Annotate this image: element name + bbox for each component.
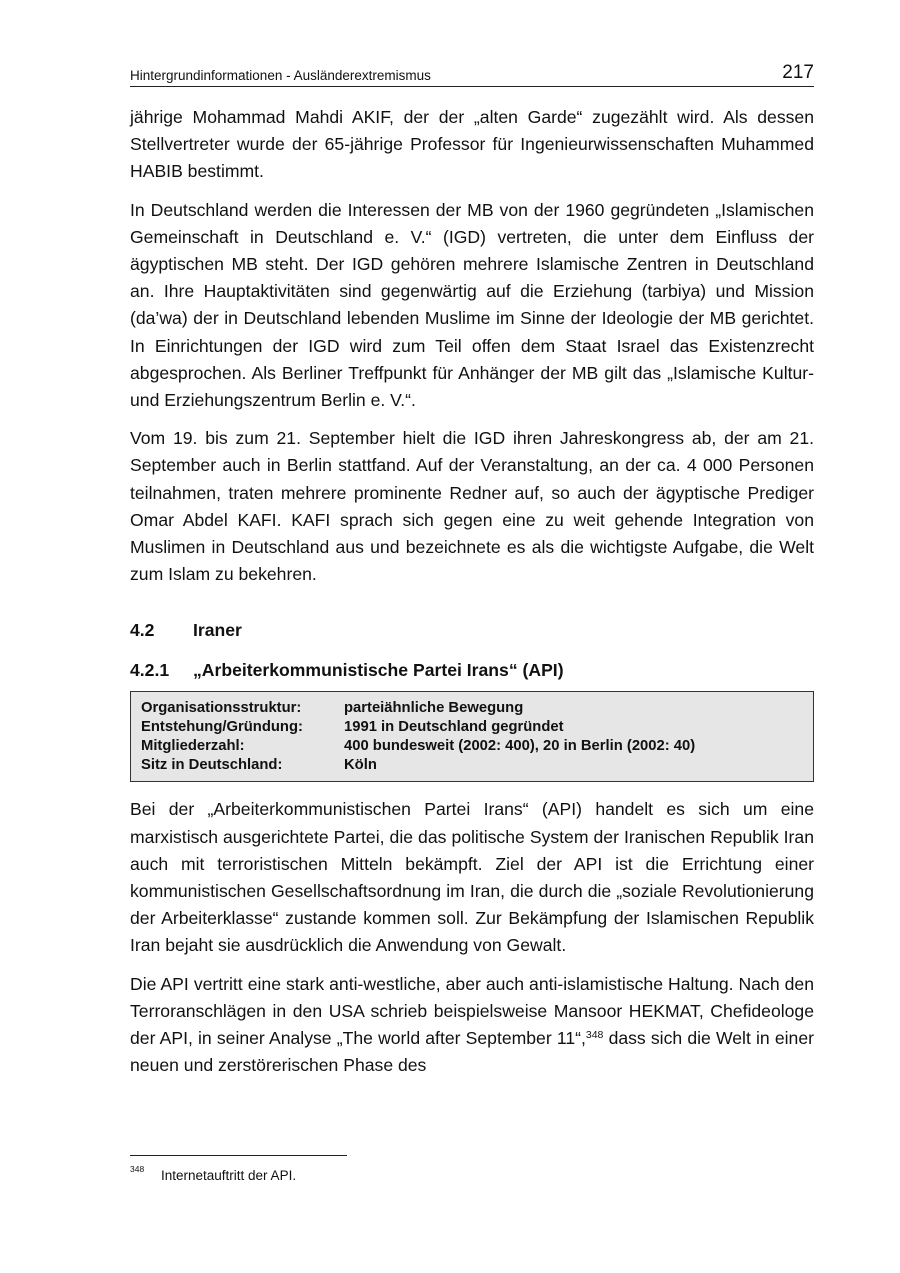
subsection-heading [130, 658, 814, 682]
infobox-value: Köln [344, 757, 377, 774]
paragraph: Bei der „Arbeiterkommunistischen Partei Irans“ (API) handelt es sich um eine marxistisch ausgerichtete Partei, die das politische System der Iranischen Republik Iran auch mit terroristischen Mitteln bekämpft. Ziel der API ist die Errichtung einer kommunistischen Gesellschaftsordnung im Iran, die durch die „soziale Revolutionierung der Arbeiterklasse“ zustande kommen soll. Zur Bekämpfung der Islamischen Republik Iran bejaht sie ausdrücklich die Anwendung von Gewalt. [130, 799, 814, 956]
infobox-value: 1991 in Deutschland gegründet [344, 719, 564, 736]
infobox-key: Sitz in Deutschland: [141, 757, 283, 774]
section-heading [130, 618, 814, 642]
paragraph: In Deutschland werden die Interessen der MB von der 1960 gegründeten „Islamischen Gemeinschaft in Deutschland e. V.“ (IGD) vertreten, die unter dem Einfluss der ägyptischen MB steht. Der IGD gehören mehrere Islamische Zentren in Deutschland an. Ihre Hauptaktivitäten sind gegenwärtig auf die Erziehung (tarbiya) und Mission (da’wa) der in Deutschland lebenden Muslime im Sinne der Ideologie der MB gerichtet. In Einrichtungen der IGD wird zum Teil offen dem Staat Israel das Existenzrecht abgesprochen. Als Berliner Treffpunkt für Anhänger der MB gilt das „Islamische Kultur- und Erziehungszentrum Berlin e. V.“. [130, 199, 814, 411]
page-number: 217 [782, 62, 814, 83]
paragraph: jährige Mohammad Mahdi AKIF, der der „alten Garde“ zugezählt wird. Als dessen Stellvertreter wurde der 65-jährige Professor für Ingenieurwissenschaften Muhammed HABIB bestimmt. [130, 107, 814, 182]
footnote-reference[interactable]: 348 [585, 1029, 604, 1042]
paragraph-text: Die API vertritt eine stark anti-westliche, aber auch anti-islamistische Haltung. Nach den Terroranschlägen in den USA schrieb beispielsweise Mansoor HEKMAT, Chefideologe der API, in seiner Analyse „The world after September 11“, [130, 973, 814, 1049]
infobox-value: 400 bundesweit (2002: 400), 20 in Berlin (2002: 40) [344, 738, 696, 755]
body-text [130, 104, 814, 1090]
infobox-key: Mitgliederzahl: [141, 738, 245, 755]
paragraph-text-continued: dass sich die Welt in einer neuen und zerstörerischen Phase des [130, 1028, 814, 1076]
section-title: Iraner [193, 620, 242, 641]
footnote-number: 348 [130, 1164, 145, 1174]
infobox-row [141, 737, 803, 756]
subsection-title: „Arbeiterkommunistische Partei Irans“ (API) [193, 660, 564, 681]
subsection-number: 4.2.1 [130, 660, 170, 681]
footnote [130, 1164, 814, 1183]
footnote-area [130, 1155, 814, 1183]
section-number: 4.2 [130, 620, 155, 641]
footnote-text: Internetauftritt der API. [161, 1168, 297, 1183]
infobox-key: Organisationsstruktur: [141, 700, 302, 717]
running-header [130, 62, 814, 87]
infobox-key: Entstehung/Gründung: [141, 719, 303, 736]
paragraph-with-footnote [130, 971, 814, 1080]
footnote-divider [130, 1155, 347, 1156]
infobox-row [141, 718, 803, 737]
header-title: Hintergrundinformationen - Ausländerextremismus [130, 68, 431, 83]
paragraph: Vom 19. bis zum 21. September hielt die IGD ihren Jahreskongress ab, der am 21. September auch in Berlin stattfand. Auf der Veranstaltung, an der ca. 4 000 Personen teilnahmen, traten mehrere prominente Redner auf, so auch der ägyptische Prediger Omar Abdel KAFI. KAFI sprach sich gegen eine zu weit gehende Integration von Muslimen in Deutschland aus und bezeichnete es als die wichtigste Aufgabe, die Welt zum Islam zu bekehren. [130, 428, 814, 585]
infobox-row [141, 756, 803, 775]
infobox-row [141, 699, 803, 718]
infobox-value: parteiähnliche Bewegung [344, 700, 524, 717]
organisation-infobox [130, 691, 814, 782]
